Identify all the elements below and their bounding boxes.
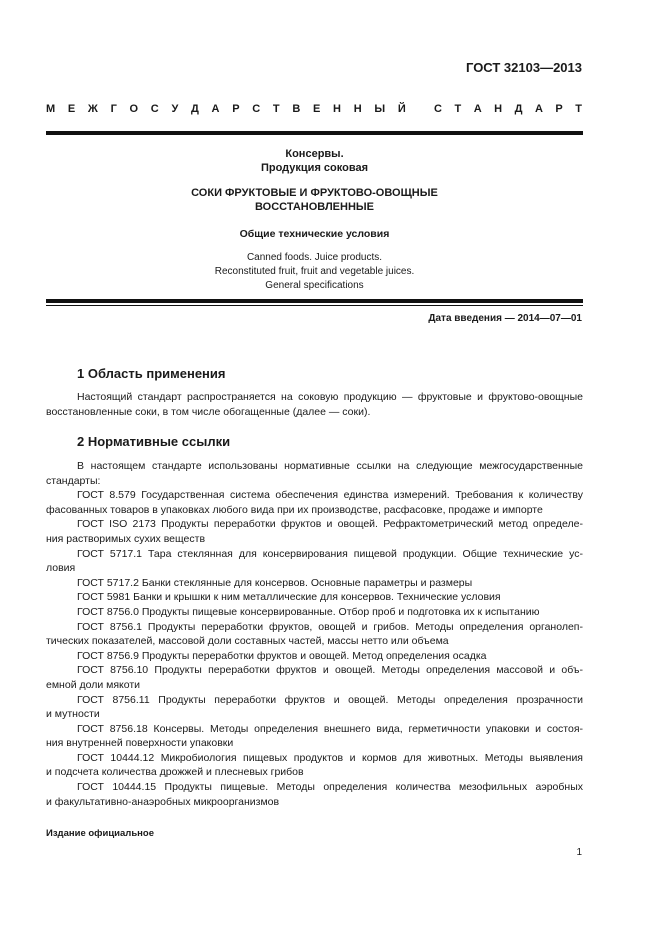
main-title-line-1: СОКИ ФРУКТОВЫЕ И ФРУКТОВО-ОВОЩНЫЕ	[191, 187, 438, 199]
standard-kind-word-1	[46, 103, 406, 115]
text-line: ГОСТ 8756.18 Консервы. Методы определения внешнего вида, герметичности упаковки и состоя-	[77, 722, 583, 735]
standard-kind-letter: А	[211, 103, 220, 115]
text-line: и факультативно-анаэробных микроорганизмов	[46, 795, 280, 808]
standard-kind-letter: Г	[110, 103, 117, 115]
standard-kind-letter: У	[171, 103, 179, 115]
title-rule-thin	[46, 305, 583, 306]
text-line: ГОСТ 5717.1 Тара стеклянная для консервирования пищевой продукции. Общие технические ус-	[77, 547, 583, 560]
section-1-heading: 1 Область применения	[77, 366, 226, 381]
header-rule	[46, 131, 583, 135]
text-line: ГОСТ 8756.0 Продукты пищевые консервированные. Отбор проб и подготовка их к испытанию	[77, 605, 540, 618]
page-number: 1	[576, 847, 582, 858]
section-2-body	[46, 459, 583, 809]
standard-kind-letter: Р	[232, 103, 240, 115]
standard-kind-letter: С	[434, 103, 442, 115]
text-line: ния внутренней поверхности упаковки	[46, 737, 234, 750]
text-line: В настоящем стандарте использованы нормативные ссылки на следующие межгосударственные	[77, 460, 583, 472]
main-title-block	[46, 186, 583, 214]
text-line: Настоящий стандарт распространяется на соковую продукцию — фруктовые и фруктово-овощные	[77, 391, 583, 403]
text-line: тических показателей, массовой доли составных частей, массы нетто или объема	[46, 635, 449, 648]
text-line: и подсчета количества дрожжей и плесневых грибов	[46, 766, 304, 779]
text-line: и мутности	[46, 708, 100, 721]
text-line: ГОСТ 8756.9 Продукты переработки фруктов и овощей. Метод определения осадка	[77, 649, 487, 662]
subtitle-block	[46, 227, 583, 241]
text-line: ния растворимых сухих веществ	[46, 532, 206, 545]
standard-kind-letter: Т	[272, 103, 280, 115]
standard-kind-letter: С	[252, 103, 261, 115]
text-line: восстановленные соки, в том числе обогащенные (далее — соки).	[46, 405, 371, 418]
standard-kind	[46, 103, 582, 115]
standard-kind-letter: А	[473, 103, 482, 115]
standard-kind-letter: Н	[333, 103, 341, 115]
standard-kind-letter: А	[534, 103, 543, 115]
text-line: ГОСТ 5981 Банки и крышки к ним металлические для консервов. Технические условия	[77, 591, 501, 604]
text-line: ГОСТ 8.579 Государственная система обеспечения единства измерений. Требования к количеству	[77, 489, 583, 502]
standard-kind-word-2	[434, 103, 582, 115]
text-line: ГОСТ 5717.2 Банки стеклянные для консервов. Основные параметры и размеры	[77, 576, 473, 589]
text-line: фасованных товаров в упаковках любого вида при их производстве, расфасовке, продаже и импорте	[46, 503, 543, 516]
standard-number: ГОСТ 32103—2013	[466, 60, 582, 75]
standard-kind-letter: Ж	[87, 103, 98, 115]
standard-kind-letter: Й	[397, 103, 406, 115]
title-subcategory: Продукция соковая	[260, 162, 368, 174]
title-rule-thick	[46, 299, 583, 303]
standard-kind-letter: Е	[67, 103, 76, 115]
standard-kind-letter: Т	[454, 103, 462, 115]
standard-kind-letter: Д	[514, 103, 523, 115]
standard-kind-letter: Р	[555, 103, 563, 115]
title-block	[46, 147, 583, 175]
standard-kind-letter: Е	[313, 103, 321, 115]
standard-kind-letter: Т	[575, 103, 582, 115]
english-title-block	[46, 251, 583, 293]
standard-kind-letter: Н	[353, 103, 362, 115]
standard-kind-letter: Д	[191, 103, 199, 115]
section-2-heading: 2 Нормативные ссылки	[77, 434, 231, 449]
text-line: ГОСТ ISO 2173 Продукты переработки фруктов и овощей. Рефрактометрический метод определе-	[77, 518, 583, 531]
introduction-date: Дата введения — 2014—07—01	[428, 313, 582, 324]
english-title-line-2: Reconstituted fruit, fruit and vegetable juices.	[214, 266, 415, 277]
standard-kind-letter: Ы	[374, 103, 386, 115]
text-line: ловия	[46, 562, 76, 575]
english-title-line-3: General specifications	[265, 280, 364, 291]
section-1-body	[46, 390, 583, 419]
text-line: ГОСТ 8756.11 Продукты переработки фруктов и овощей. Методы определения прозрачности	[77, 693, 583, 706]
english-title-line-1: Canned foods. Juice products.	[246, 252, 383, 263]
text-line: ГОСТ 8756.10 Продукты переработки фруктов и овощей. Методы определения массовой и объ-	[77, 664, 583, 677]
text-line: ГОСТ 8756.1 Продукты переработки фруктов, овощей и грибов. Методы определения органолеп-	[77, 620, 583, 633]
official-edition-label: Издание официальное	[46, 828, 154, 839]
standard-kind-letter: С	[150, 103, 159, 115]
standard-kind-letter: О	[129, 103, 139, 115]
subtitle: Общие технические условия	[239, 228, 390, 240]
title-category: Консервы.	[285, 148, 344, 160]
main-title-line-2: ВОССТАНОВЛЕННЫЕ	[254, 201, 375, 213]
text-line: ГОСТ 10444.12 Микробиология пищевых продуктов и кормов для животных. Методы выявления	[77, 751, 583, 764]
text-line: стандарты:	[46, 474, 101, 487]
standard-kind-letter: М	[46, 103, 56, 115]
text-line: емной доли мякоти	[46, 678, 141, 691]
text-line: ГОСТ 10444.15 Продукты пищевые. Методы определения количества мезофильных аэробных	[77, 781, 583, 794]
standard-kind-letter: В	[292, 103, 301, 115]
standard-kind-letter: Н	[494, 103, 503, 115]
